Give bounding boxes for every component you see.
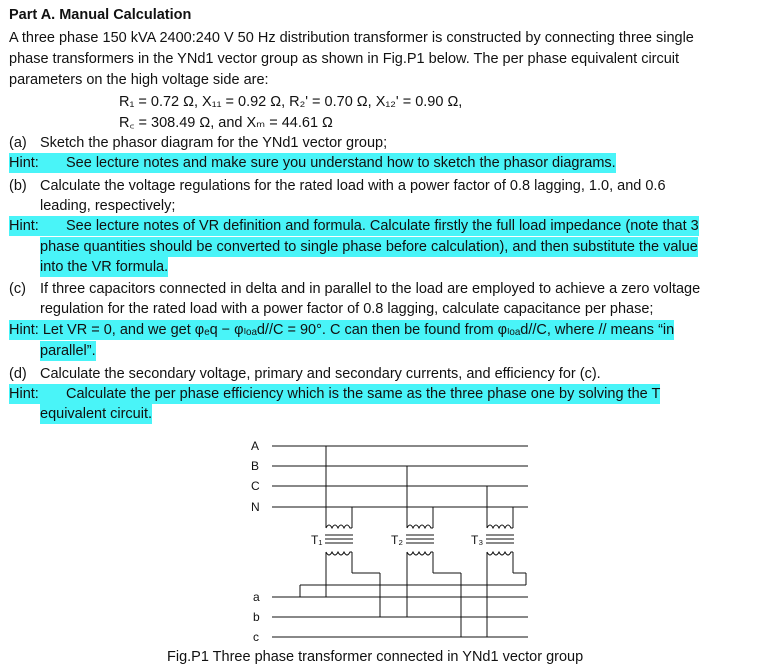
hint-c-line-2: parallel”.	[40, 343, 96, 359]
intro-line-3: parameters on the high voltage side are:	[9, 72, 269, 88]
label-A: A	[251, 439, 260, 453]
label-B: B	[251, 459, 260, 473]
item-b-text-1: Calculate the voltage regulations for the rated load with a power factor of 0.8 lagging, 1.0, and 0.6	[40, 178, 666, 194]
hint-d-label: Hint:	[9, 386, 39, 402]
item-c-label: (c)	[9, 281, 26, 297]
params-line-2: R꜀ = 308.49 Ω, and Xₘ = 44.61 Ω	[119, 115, 333, 131]
figure-caption: Fig.P1 Three phase transformer connected in YNd1 vector group	[167, 649, 584, 665]
item-d-text: Calculate the secondary voltage, primary and secondary currents, and efficiency for (c).	[40, 366, 601, 382]
hint-b-line-2: phase quantities should be converted to single phase before calculation), and then substitute the value	[40, 239, 698, 255]
hint-b-label: Hint:	[9, 218, 39, 234]
item-c-text-2: regulation for the rated load with a power factor of 0.8 lagging, calculate capacitance per phase;	[40, 301, 654, 317]
params-line-1: R₁ = 0.72 Ω, X₁₁ = 0.92 Ω, R₂' = 0.70 Ω, X₁₂' = 0.90 Ω,	[119, 94, 463, 110]
hint-a-label: Hint:	[9, 155, 39, 171]
label-b: b	[253, 610, 260, 624]
label-N: N	[251, 500, 260, 514]
item-d-label: (d)	[9, 366, 27, 382]
item-a-text: Sketch the phasor diagram for the YNd1 vector group;	[40, 135, 388, 151]
hint-a-text: See lecture notes and make sure you understand how to sketch the phasor diagrams.	[40, 153, 616, 173]
label-c: c	[253, 630, 259, 644]
hint-b-line-3: into the VR formula.	[40, 259, 169, 275]
intro-line-2: phase transformers in the YNd1 vector group as shown in Fig.P1 below. The per phase equivalent circuit	[9, 51, 680, 67]
hint-c-line-1: Hint: Let VR = 0, and we get φₑq − φₗₒₐd//C = 90°. C can then be found from φₗₒₐd//C, where // means “in	[9, 322, 675, 338]
section-heading: Part A. Manual Calculation	[9, 7, 192, 23]
hint-b-line-1: See lecture notes of VR definition and formula. Calculate firstly the full load impedance (note that 3	[40, 216, 699, 236]
intro-line-1: A three phase 150 kVA 2400:240 V 50 Hz distribution transformer is constructed by connecting three single	[9, 30, 694, 46]
item-a-label: (a)	[9, 135, 27, 151]
transformer-T3	[300, 486, 526, 637]
label-T3: T₃	[471, 533, 484, 547]
item-c-text-1: If three capacitors connected in delta and in parallel to the load are employed to achieve a zero voltage	[40, 281, 701, 297]
item-b-text-2: leading, respectively;	[40, 198, 176, 214]
label-T1: T₁	[311, 533, 323, 547]
label-a: a	[253, 590, 260, 604]
hint-d-line-1: Calculate the per phase efficiency which is the same as the three phase one by solving the T	[40, 384, 660, 404]
item-b-label: (b)	[9, 178, 27, 194]
transformer-connection-diagram	[0, 430, 771, 645]
label-C: C	[251, 479, 260, 493]
hint-d-line-2: equivalent circuit.	[40, 406, 153, 422]
transformer-T2	[406, 466, 461, 637]
label-T2: T₂	[391, 533, 403, 547]
transformer-T1	[325, 446, 380, 617]
